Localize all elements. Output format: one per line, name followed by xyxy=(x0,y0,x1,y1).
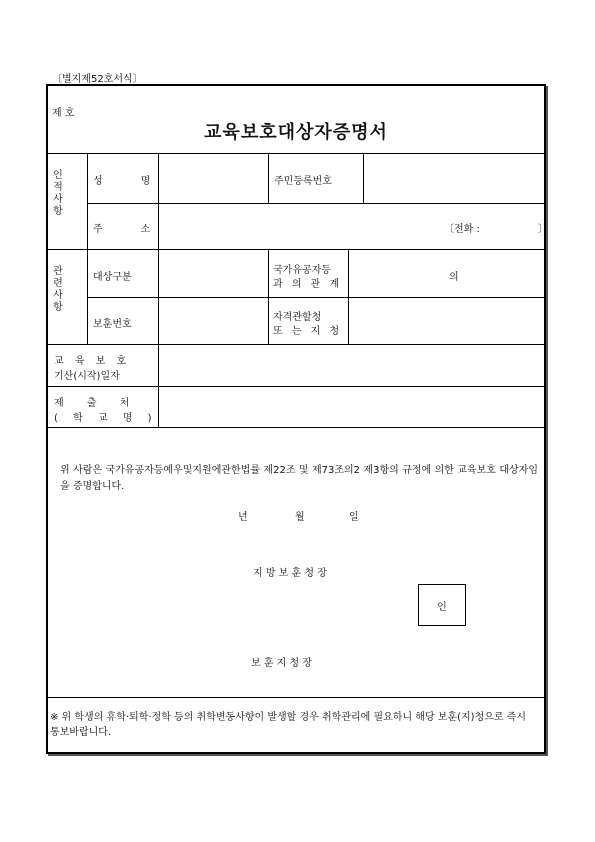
seal-text: 인 xyxy=(437,601,447,613)
footnote: ※ 위 학생의 휴학·퇴학·정학 등의 취학변동사항이 발생할 경우 취학관리에 필요하니 해당 보훈(지)청으로 즉시 통보바랍니다. xyxy=(50,712,527,738)
relation-label-line1: 국가유공자등 xyxy=(273,265,331,276)
issuer-regional-office: 지 방 보 훈 청 장 xyxy=(253,568,327,579)
category-field[interactable] xyxy=(165,268,265,282)
start-date-label-line2: 기산(시작)일자 xyxy=(54,371,120,382)
divider-relation-value-column xyxy=(348,249,349,344)
office-label-line1: 자격관할청 xyxy=(273,312,322,323)
rrn-label: 주민등록번호 xyxy=(274,176,332,187)
seal-box xyxy=(418,584,466,626)
submit-to-label-line1: 제 출 처 xyxy=(54,398,140,409)
divider-relation-label-column xyxy=(268,249,269,344)
divider-relation-end xyxy=(47,344,545,345)
divider-personal-end xyxy=(47,249,545,250)
relation-field[interactable]: 의 xyxy=(449,272,459,283)
divider-submit-end xyxy=(47,427,545,428)
divider-relation-column xyxy=(158,249,159,344)
date-month-label: 월 xyxy=(295,512,305,523)
divider-section-column xyxy=(87,153,88,344)
divider-footnote xyxy=(47,697,545,698)
school-name-field[interactable] xyxy=(165,401,535,415)
address-label: 주소 xyxy=(93,224,189,235)
start-date-field[interactable] xyxy=(165,360,535,374)
address-field[interactable] xyxy=(165,220,415,234)
divider-startdate-end xyxy=(47,386,545,387)
date-day-label: 일 xyxy=(349,512,359,523)
veteran-number-field[interactable] xyxy=(165,315,265,329)
certification-statement: 위 사람은 국가유공자등예우및지원에관한법률 제22조 및 제73조의2 제3항의 규정에 의한 교육보호 대상자임을 증명합니다. xyxy=(60,465,538,492)
relation-label-line2: 과 의 관 계 xyxy=(273,279,343,290)
divider-lower-label-column xyxy=(158,344,159,427)
submit-to-label-line2: ( 학 교 명 ) xyxy=(54,413,158,424)
relation-section-label: 관련사항 xyxy=(53,266,63,313)
office-label-line2: 또 는 지 청 xyxy=(273,326,343,337)
divider-personal-mid xyxy=(87,203,545,204)
document-number-label: 제 호 xyxy=(52,108,75,119)
phone-label: 〔전화 : xyxy=(444,224,480,235)
personal-section-label: 인적사항 xyxy=(53,170,63,217)
category-label: 대상구분 xyxy=(93,272,132,283)
veteran-number-label: 보훈번호 xyxy=(93,319,132,330)
issuer-branch-office: 보 훈 지 청 장 xyxy=(251,658,313,669)
divider-header xyxy=(47,153,545,154)
divider-relation-mid xyxy=(87,297,545,298)
form-code: 〔별지제52호서식〕 xyxy=(52,74,143,85)
name-label: 성명 xyxy=(93,176,189,187)
divider-rrn-value-column xyxy=(363,153,364,203)
office-field[interactable] xyxy=(355,315,535,329)
document-title: 교육보호대상자증명서 xyxy=(204,122,388,143)
name-field[interactable] xyxy=(165,172,265,186)
phone-bracket-close: 〕 xyxy=(538,224,548,235)
divider-rrn-label-column xyxy=(268,153,269,203)
rrn-field[interactable] xyxy=(368,172,538,186)
date-year-label: 년 xyxy=(238,512,248,523)
start-date-label-line1: 교 육 보 호 xyxy=(54,356,131,367)
